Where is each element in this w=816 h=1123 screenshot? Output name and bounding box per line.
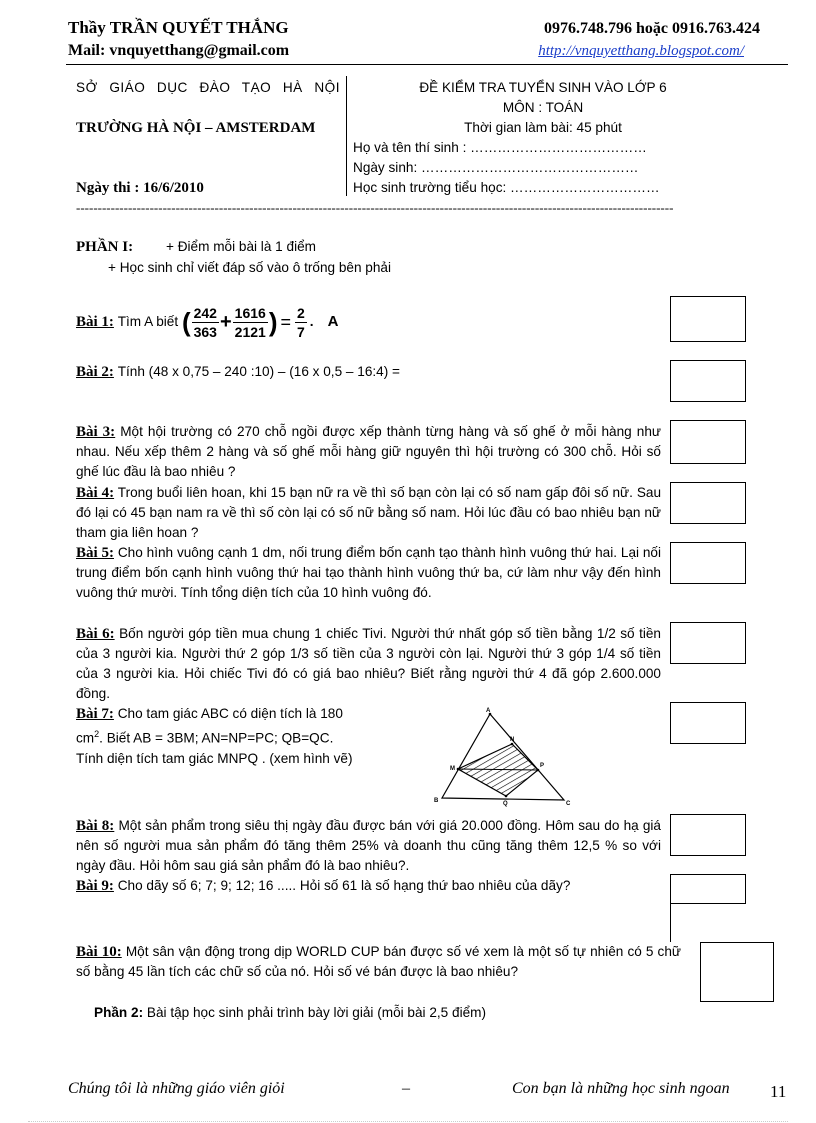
page-number: 11 bbox=[770, 1082, 787, 1101]
exam-date: Ngày thi : 16/6/2010 bbox=[76, 180, 204, 196]
name-field: Họ và tên thí sinh : ………………………………… bbox=[353, 140, 647, 155]
answer-box-9-extension bbox=[670, 902, 671, 942]
answer-box-6[interactable] bbox=[670, 622, 746, 664]
footer-left: Chúng tôi là những giáo viên giỏi bbox=[68, 1080, 285, 1097]
part1-rule2: + Học sinh chỉ viết đáp số vào ô trống bên phải bbox=[108, 260, 392, 275]
problem-10: Bài 10: Một sân vận động trong dịp WORLD CUP bán được số vé xem là một số tự nhiên có 5 chữ số bằng 45 lần tích các chữ số của nó. Hỏi số vé bán được là bao nhiêu? bbox=[76, 944, 681, 979]
label-c: C bbox=[566, 801, 571, 807]
school-field: Học sinh trường tiểu học: …………………………… bbox=[353, 180, 660, 195]
label-m: M bbox=[450, 766, 455, 772]
problem-8: Bài 8: Một sản phẩm trong siêu thị ngày đầu được bán với giá 20.000 đồng. Hôm sau do hạ giá nên số người mua sản phẩm đó tăng thêm 25% và doanh thu cũng tăng thêm 12,5 % so với ngày đầu. Hỏi hôm sau giá sản phẩm đó là bao nhiêu?. bbox=[76, 818, 661, 873]
teacher-name: Thầy TRẦN QUYẾT THẮNG bbox=[68, 18, 289, 37]
problem-7: Bài 7: Cho tam giác ABC có diện tích là 180 $cm^2$. Biết AB = 3BM; AN=NP=PC; QB=QC. Tính diện tích tam giác MNPQ . (xem hình vẽ) bbox=[76, 706, 353, 766]
phone-numbers: 0976.748.796 hoặc 0916.763.424 bbox=[544, 20, 760, 37]
problem-4: Bài 4: Trong buổi liên hoan, khi 15 bạn nữ ra về thì số bạn còn lại có số nam gấp đôi số nữ. Sau đó lại có 45 bạn nam ra về thì số còn lại có số nữ bằng số nam. Hỏi lúc đầu có bao nhiêu bạn nữ tham gia liên hoan ? bbox=[76, 485, 662, 540]
problem-1: Bài 1: Tìm A biết ( $\frac{242}{363}$ + $\frac{1616}{2121}$ ) = $\frac{2}{7}$ . A bbox=[76, 304, 339, 340]
answer-box-4[interactable] bbox=[670, 482, 746, 524]
footer-right: Con bạn là những học sinh ngoan bbox=[512, 1080, 730, 1097]
problem-3: Bài 3: Một hội trường có 270 chỗ ngồi được xếp thành từng hàng và số ghế ở mỗi hàng như nhau. Nếu xếp thêm 2 hàng và số ghế mỗi hàng giữ nguyên thì hội trường có 300 chỗ. Hỏi số ghế lúc đầu là bao nhiêu ? bbox=[76, 424, 661, 479]
header-rule bbox=[66, 64, 788, 65]
answer-box-1[interactable] bbox=[670, 296, 746, 342]
subject: MÔN : TOÁN bbox=[502, 100, 584, 115]
answer-box-2[interactable] bbox=[670, 360, 746, 402]
part2: Phần 2: Bài tập học sinh phải trình bày lời giải (mỗi bài 2,5 điểm) bbox=[94, 1005, 487, 1020]
answer-box-10[interactable] bbox=[700, 942, 774, 1002]
part1-title: PHẦN I: bbox=[76, 239, 134, 255]
answer-box-5[interactable] bbox=[670, 542, 746, 584]
exam-title: ĐỀ KIỂM TRA TUYỂN SINH VÀO LỚP 6 bbox=[419, 80, 667, 95]
column-divider bbox=[346, 76, 347, 196]
part1-rule1: + Điểm mỗi bài là 1 điểm bbox=[166, 239, 316, 254]
email: Mail: vnquyetthang@gmail.com bbox=[68, 42, 290, 59]
duration: Thời gian làm bài: 45 phút bbox=[464, 120, 622, 135]
problem-5: Bài 5: Cho hình vuông cạnh 1 dm, nối trung điểm bốn cạnh tạo thành hình vuông thứ hai. Lại nối trung điểm bốn cạnh hình vuông thứ hai tạo thành hình vuông thứ ba, cứ làm như vậy đến hình vuông thứ mười. Tính tổng diện tích của 10 hình vuông đó. bbox=[76, 545, 662, 600]
fraction-3: $\frac{2}{7}$ bbox=[297, 304, 305, 340]
label-b: B bbox=[434, 798, 439, 804]
answer-box-7[interactable] bbox=[670, 702, 746, 744]
triangle-figure bbox=[432, 706, 578, 808]
fraction-2: $\frac{1616}{2121}$ bbox=[234, 304, 266, 340]
label-n: N bbox=[510, 737, 515, 743]
answer-box-3[interactable] bbox=[670, 420, 746, 464]
fraction-1: $\frac{242}{363}$ bbox=[193, 304, 217, 340]
answer-box-9[interactable] bbox=[670, 874, 746, 904]
label-a: A bbox=[486, 708, 491, 714]
dob-field: Ngày sinh: ………………………………………… bbox=[353, 160, 639, 175]
school-name: TRƯỜNG HÀ NỘI – AMSTERDAM bbox=[76, 120, 316, 136]
website-link[interactable]: http://vnquyetthang.blogspot.com/ bbox=[538, 43, 744, 59]
footer-rule bbox=[28, 1121, 788, 1122]
footer-dash: – bbox=[402, 1080, 410, 1097]
label-q: Q bbox=[503, 801, 508, 807]
separator-dashes: ------------------------------------------------------------------------------------------------------------------------------------------ bbox=[76, 200, 674, 215]
label-p: P bbox=[540, 763, 545, 769]
problem-9: Bài 9: Cho dãy số 6; 7; 9; 12; 16 ..... Hỏi số 61 là số hạng thứ bao nhiêu của dãy? bbox=[76, 878, 571, 894]
answer-box-8[interactable] bbox=[670, 814, 746, 856]
department-name: SỞ GIÁO DỤC ĐÀO TẠO HÀ NỘI bbox=[76, 80, 340, 95]
problem-2: Bài 2: Tính (48 x 0,75 – 240 :10) – (16 x 0,5 – 16:4) = bbox=[76, 364, 400, 380]
problem-6: Bài 6: Bốn người góp tiền mua chung 1 chiếc Tivi. Người thứ nhất góp số tiền bằng 1/2 số tiền của 3 người kia. Người thứ 2 góp 1/3 số tiền của 3 người còn lại. Người thứ 3 góp 1/4 số tiền của 3 người kia. Hỏi chiếc Tivi đó có giá bao nhiêu? Biết rằng người thứ 4 đã góp 2.600.000 đồng. bbox=[76, 626, 661, 701]
